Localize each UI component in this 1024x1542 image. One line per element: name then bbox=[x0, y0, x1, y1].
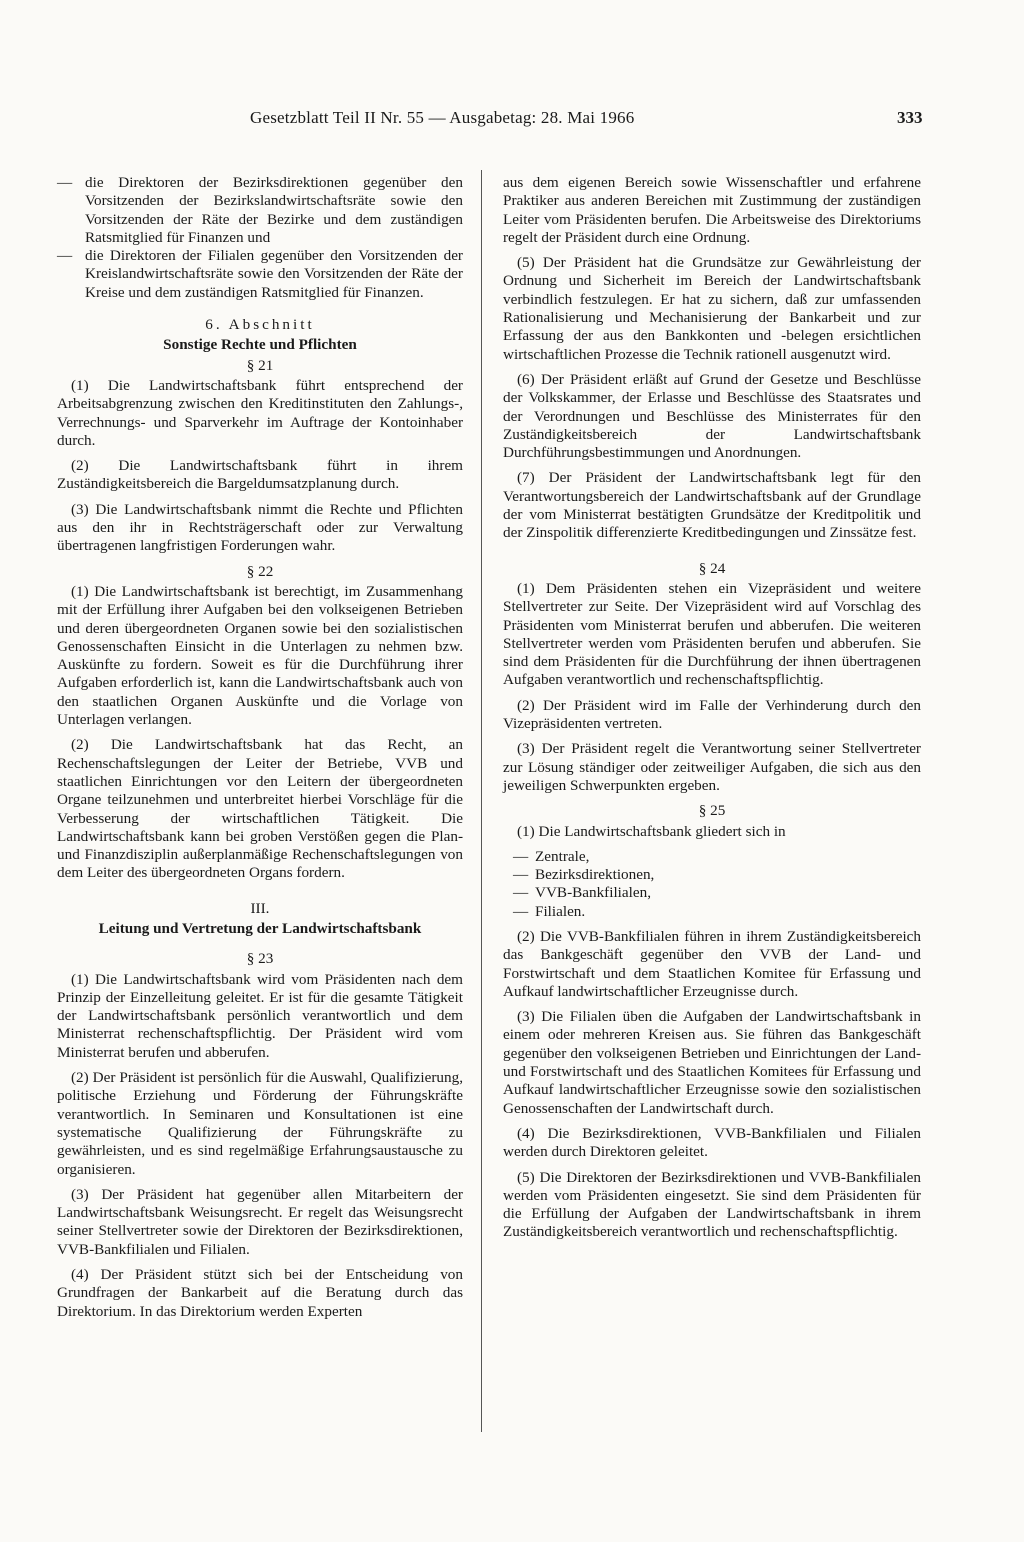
paragraph: (3) Die Landwirtschaftsbank nimmt die Rechte und Pflichten aus den ihr in Rechtsträgerschaft oder zur Verwaltung übertragenen langfristigen Forderungen wahr. bbox=[57, 500, 463, 555]
paragraph: (7) Der Präsident der Landwirtschaftsbank legt für den Verantwortungsbereich der Landwirtschaftsbank auf der Grundlage der vom Ministerrat bestätigten Grundsätze der Kreditpolitik und der Zinspolitik differenzierte Kreditbedingungen und Zinssätze fest. bbox=[503, 469, 921, 542]
paragraph: (2) Die Landwirtschaftsbank führt in ihrem Zuständigkeitsbereich die Bargeldumsatzplanung durch. bbox=[57, 457, 463, 493]
page-header bbox=[0, 108, 1024, 134]
paragraph-number: § 25 bbox=[698, 802, 726, 820]
paragraph: (6) Der Präsident erläßt auf Grund der Gesetze und Beschlüsse der Volkskammer, der Erlasse und Beschlüsse des Staatsrates und der Verordnungen und Beschlüsse des Ministerrates für den Zuständigkeitsbereich der Landwirtschaftsbank Durchführungsbestimmungen und Anordnungen. bbox=[503, 370, 921, 462]
paragraph: (2) Die VVB-Bankfilialen führen in ihrem Zuständigkeitsbereich das Bankgeschäft gegenüber den VVB der Land- und Forstwirtschaft und dem Staatlichen Komitee für Erfassung und Aufkauf landwirtschaftlicher Erzeugnisse durch. bbox=[503, 927, 921, 1000]
paragraph: (1) Die Landwirtschaftsbank ist berechtigt, im Zusammenhang mit der Erfüllung ihrer Aufgaben bei den volkseigenen Betrieben und deren übergeordneten Organen sowie bei den sozialistischen Genossenschaften Einsicht in die Unterlagen zu nehmen bzw. Auskünfte zu fordern. Soweit es für die Durchführung ihrer Aufgaben erforderlich ist, kann die Landwirtschaftsbank auch von den staatlichen Organen Auskünfte und die Vorlage von Unterlagen verlangen. bbox=[57, 582, 463, 729]
paragraph-number: § 22 bbox=[246, 562, 274, 580]
paragraph: (2) Der Präsident ist persönlich für die Auswahl, Qualifizierung, politische Erziehung und Förderung der Führungskräfte verantwortlich. In Seminaren und Konsultationen ist eine systematische Qualifizierung der Führungskräfte zu gewährleisten, und es sind regelmäßige Erfahrungsaustausche zu organisieren. bbox=[57, 1069, 463, 1178]
list-item: — die Direktoren der Filialen gegenüber den Vorsitzenden der Kreislandwirtschaftsräte sowie den Vorsitzenden der Räte der Kreise und dem zuständigen Ratsmitglied für Finanzen. bbox=[57, 247, 463, 301]
paragraph: (1) Die Landwirtschaftsbank gliedert sich in bbox=[517, 822, 786, 840]
section-title: Sonstige Rechte und Pflichten bbox=[163, 336, 357, 354]
list-item: — VVB-Bankfilialen, bbox=[513, 884, 651, 902]
column-divider bbox=[481, 170, 482, 1432]
right-column bbox=[503, 174, 921, 1249]
paragraph: (2) Die Landwirtschaftsbank hat das Recht, an Rechenschaftslegungen der Leiter der Betriebe, VVB und staatlichen Einrichtungen vor den Leitern der übergeordneten Organe teilzunehmen und unterbreitet hierbei Vorschläge für die Verbesserung der wirtschaftlichen Tätigkeit. Die Landwirtschaftsbank kann bei groben Verstößen gegen die Plan- und Finanzdisziplin außerplanmäßige Rechenschaftslegungen von dem Leiter des übergeordneten Organs fordern. bbox=[57, 736, 463, 882]
page-number: 333 bbox=[897, 108, 923, 127]
list-item: — Filialen. bbox=[513, 902, 586, 920]
paragraph: (5) Die Direktoren der Bezirksdirektionen und VVB-Bankfilialen werden vom Präsidenten eingesetzt. Sie sind dem Präsidenten für die Erfüllung der Aufgaben der Landwirtschaftsbank in ihrem Zuständigkeitsbereich verantwortlich und rechenschaftspflichtig. bbox=[503, 1168, 921, 1241]
list-item: — Zentrale, bbox=[513, 847, 590, 865]
paragraph: (2) Der Präsident wird im Falle der Verhinderung durch den Vizepräsidenten vertreten. bbox=[503, 696, 921, 733]
paragraph: aus dem eigenen Bereich sowie Wissenschaftler und erfahrene Praktiker aus anderen Bereichen mit Zustimmung der zuständigen Leiter vom Präsidenten berufen. Die Arbeitsweise des Direktoriums regelt der Präsident durch eine Ordnung. bbox=[503, 174, 921, 246]
paragraph: (4) Die Bezirksdirektionen, VVB-Bankfilialen und Filialen werden durch Direktoren geleitet. bbox=[503, 1124, 921, 1161]
part-label: III. bbox=[250, 899, 270, 917]
paragraph: (5) Der Präsident hat die Grundsätze zur Gewährleistung der Ordnung und Sicherheit im Bereich der Landwirtschaftsbank verbindlich festzulegen. Er hat zu sichern, daß zur umfassenden Rationalisierung und Mechanisierung der Bankarbeit und zur Erfassung der aus den Bankkonten und -belegen ersichtlichen wirtschaftlichen Prozesse die Technik rationell ausgenutzt wird. bbox=[503, 254, 921, 363]
paragraph: (3) Die Filialen üben die Aufgaben der Landwirtschaftsbank in einem oder mehreren Kreisen aus. Sie führen das Bankgeschäft gegenüber den volkseigenen Betrieben und Einrichtungen der Land- und Forstwirtschaft und des Staatlichen Komitees für Erfassung und Aufkauf landwirtschaftlicher Erzeugnisse sowie den sozialistischen Genossenschaften der Landwirtschaft durch. bbox=[503, 1008, 921, 1117]
section-label: 6. Abschnitt bbox=[205, 316, 315, 334]
paragraph-number: § 21 bbox=[246, 356, 274, 374]
paragraph-number: § 23 bbox=[246, 950, 274, 968]
paragraph: (1) Dem Präsidenten stehen ein Vizepräsident und weitere Stellvertreter zur Seite. Der Vizepräsident wird auf Vorschlag des Präsidenten vom Ministerrat berufen und abberufen. Die weiteren Stellvertreter werden vom Präsidenten berufen und abberufen. Sie sind dem Präsidenten für die Durchführung der ihnen übertragenen Aufgaben verantwortlich und rechenschaftspflichtig. bbox=[503, 579, 921, 689]
paragraph: (1) Die Landwirtschaftsbank führt entsprechend der Arbeitsabgrenzung zwischen den Kreditinstituten den Zahlungs-, Verrechnungs- und Sparverkehr im Auftrage der Kontoinhaber durch. bbox=[57, 376, 463, 449]
paragraph: (4) Der Präsident stützt sich bei der Entscheidung von Grundfragen der Bankarbeit auf die Beratung durch das Direktorium. In das Direktorium werden Experten bbox=[57, 1266, 463, 1320]
list-item: — die Direktoren der Bezirksdirektionen gegenüber den Vorsitzenden der Bezirkslandwirtschaftsräte sowie den Vorsitzenden der Räte der Bezirke und dem zuständigen Ratsmitglied für Finanzen und bbox=[57, 174, 463, 246]
paragraph: (3) Der Präsident hat gegenüber allen Mitarbeitern der Landwirtschaftsbank Weisungsrecht. Er regelt das Weisungsrecht seiner Stellvertreter sowie der Direktoren der Bezirksdirektionen, VVB-Bankfilialen und Filialen. bbox=[57, 1185, 463, 1258]
paragraph: (3) Der Präsident regelt die Verantwortung seiner Stellvertreter zur Lösung ständiger oder zeitweiliger Aufgaben, die sich aus den jeweiligen Schwerpunkten ergeben. bbox=[503, 740, 921, 794]
header-title: Gesetzblatt Teil II Nr. 55 — Ausgabetag: 28. Mai 1966 bbox=[250, 108, 635, 127]
part-title: Leitung und Vertretung der Landwirtschaftsbank bbox=[98, 919, 422, 937]
list-item: — Bezirksdirektionen, bbox=[513, 866, 655, 884]
paragraph-number: § 24 bbox=[698, 559, 726, 577]
left-column bbox=[57, 174, 463, 1328]
paragraph: (1) Die Landwirtschaftsbank wird vom Präsidenten nach dem Prinzip der Einzelleitung geleitet. Er ist für die gesamte Tätigkeit der Landwirtschaftsbank persönlich verantwortlich und dem Ministerrat rechenschaftspflichtig. Der Präsident wird vom Ministerrat berufen und abberufen. bbox=[57, 970, 463, 1061]
